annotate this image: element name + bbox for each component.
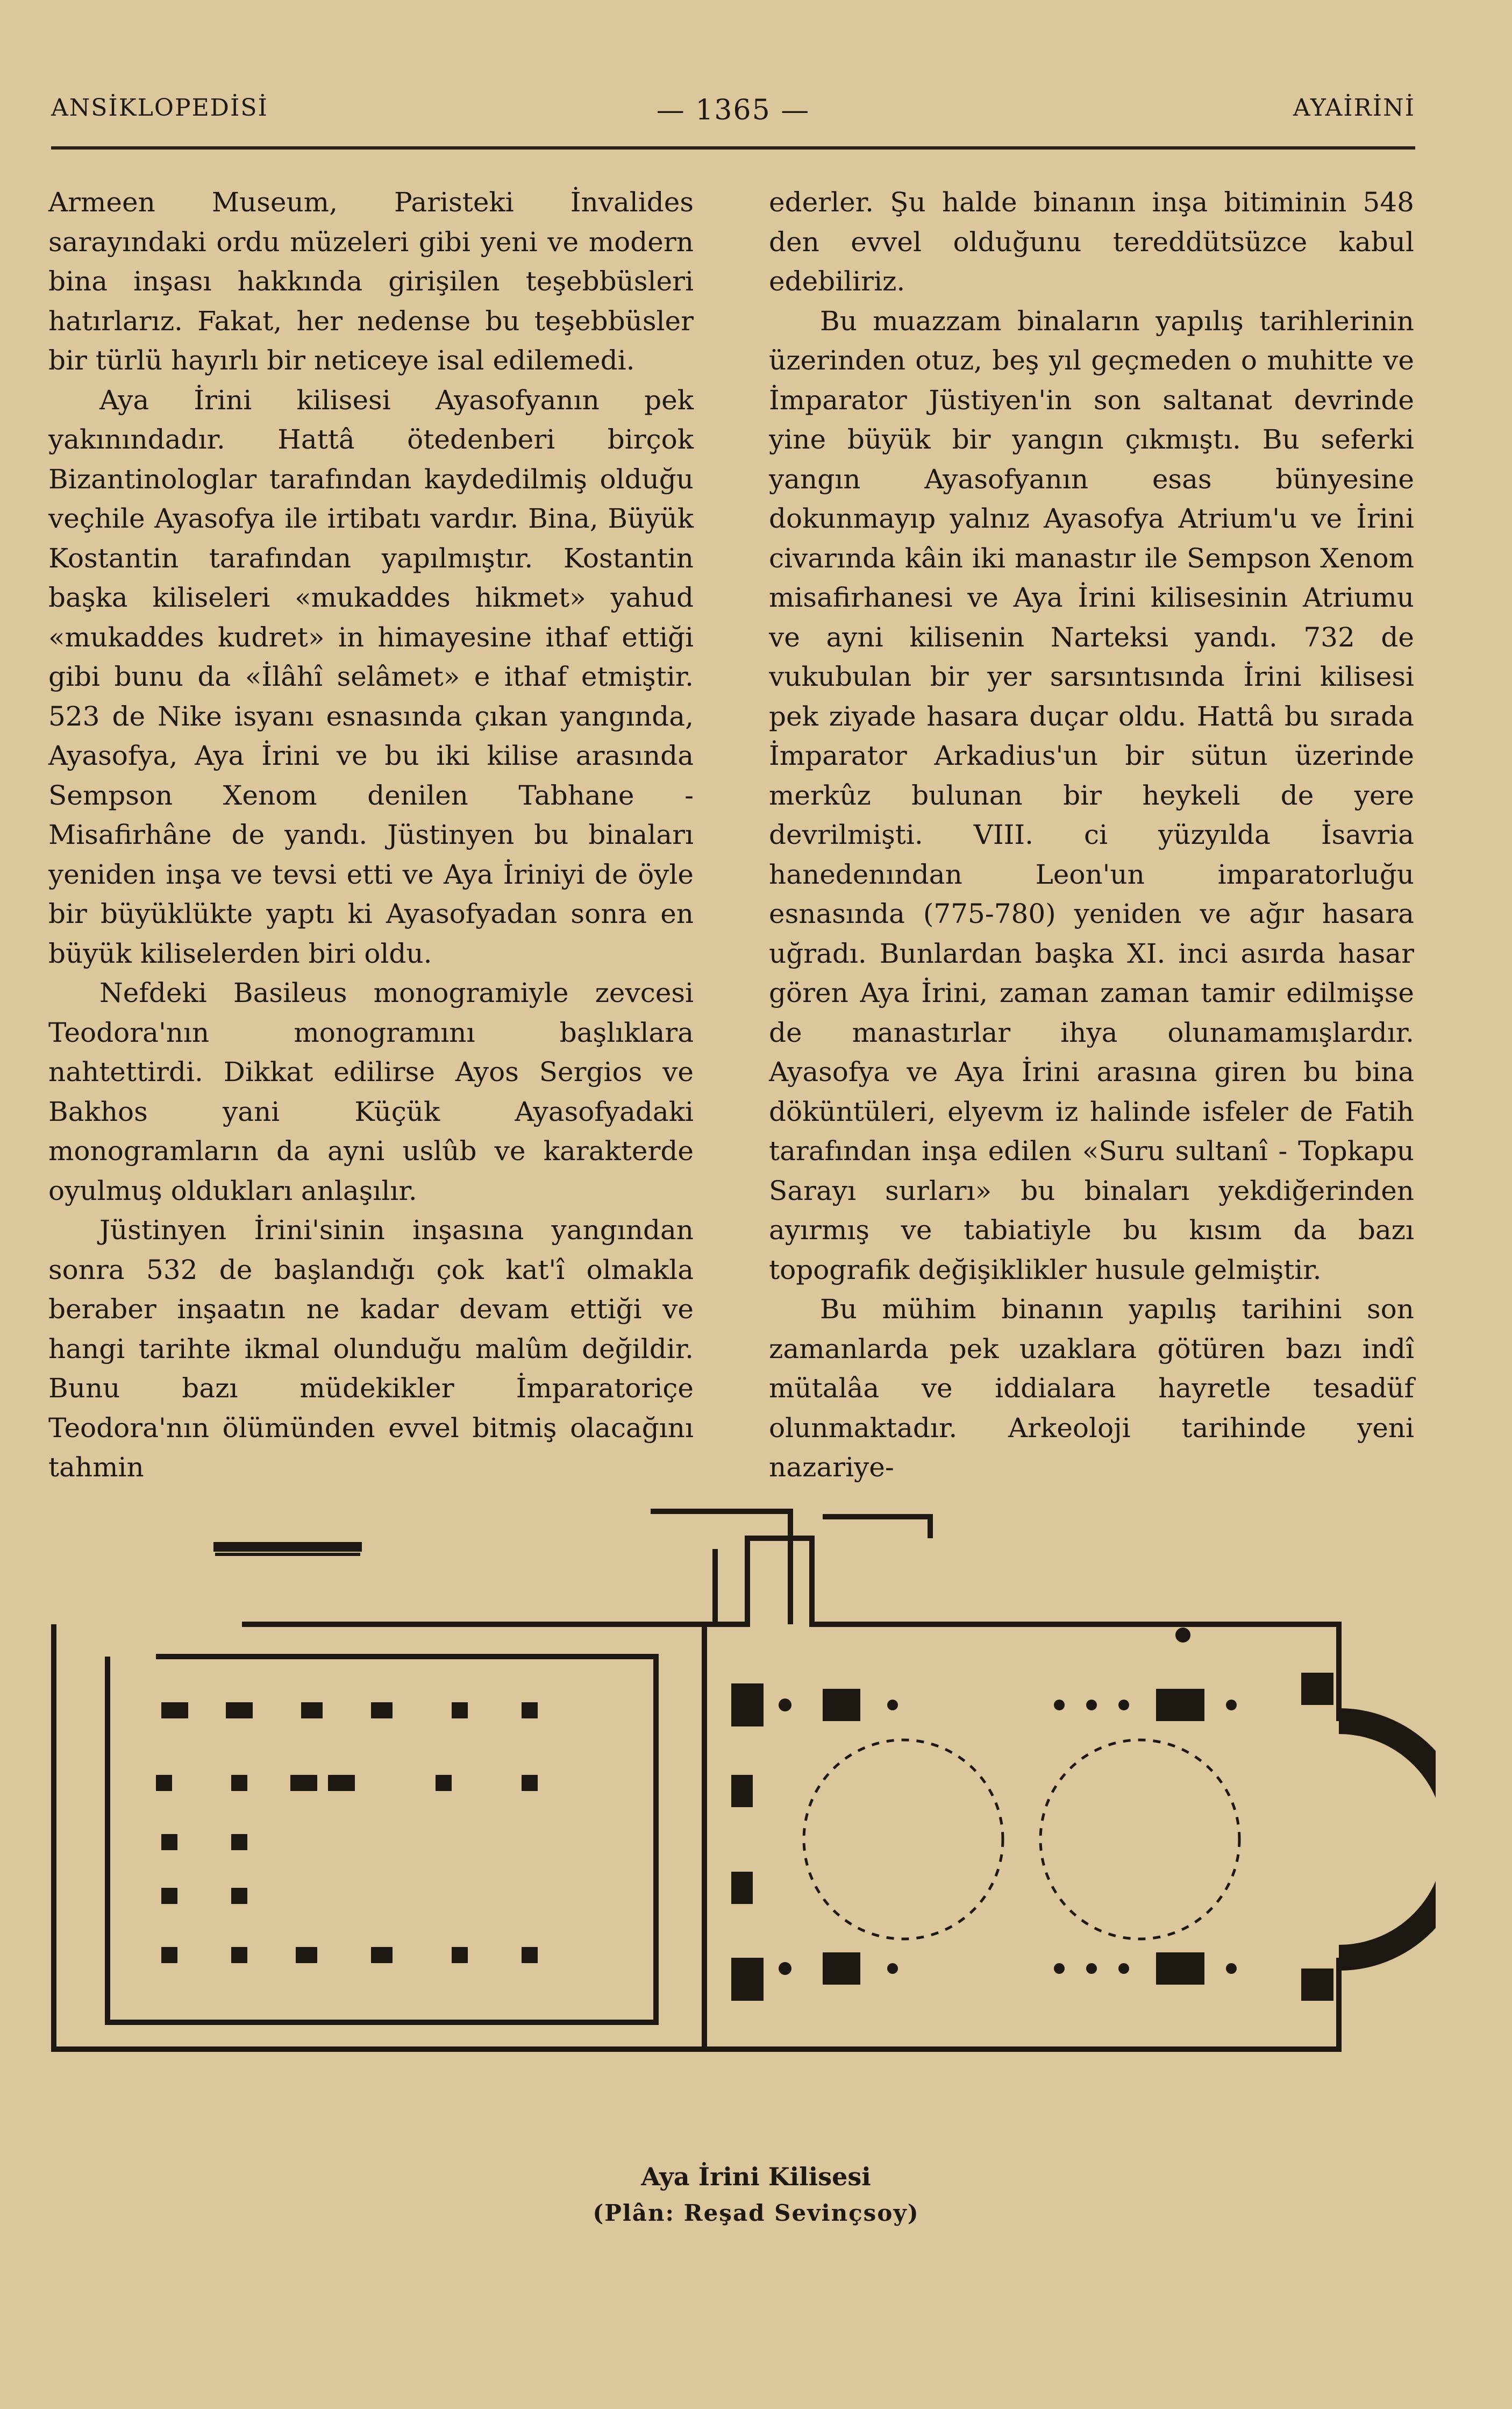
figure-caption-title: Aya İrini Kilisesi — [641, 2162, 871, 2191]
church-floor-plan — [48, 1495, 1436, 2141]
apse — [1339, 1721, 1436, 1958]
left-paragraph-1: Armeen Museum, Paristeki İnvalides sarayındaki ordu müzeleri gibi yeni ve modern bina inşası hakkında girişilen teşebbüsleri hatırlarız. Fakat, her nedense bu teşebbüsler bir türlü hayırlı bir neticeye isal edilemedi. — [48, 187, 694, 376]
right-column — [769, 183, 1414, 1488]
atrium-piers — [156, 1702, 538, 1963]
plan-domes — [804, 1740, 1239, 1939]
right-paragraph-1: ederler. Şu halde binanın inşa bitiminin 548 den evvel olduğunu tereddütsüzce kabul edebiliriz. — [769, 187, 1414, 297]
right-paragraph-3: Bu mühim binanın yapılış tarihini son zamanlarda pek uzaklara götüren bazı indî mütalâa ve iddialara hayretle tesadüf olunmaktadır. Arkeoloji tarihinde yeni nazariye- — [769, 1294, 1414, 1483]
figure-caption-credit: (Plân: Reşad Sevinçsoy) — [593, 2200, 919, 2226]
right-paragraph-2: Bu muazzam binaların yapılış tarihlerinin üzerinden otuz, beş yıl geçmeden o muhitte ve İmparator Jüstiyen'in son saltanat devrinde yine büyük bir yangın çıkmıştı. Bu seferki yangın Ayasofyanın esas bünyesine dokunmayıp yalnız Ayasofya Atrium'u ve İrini civarında kâin iki manastır ile Sempson Xenom misafirhanesi ve Aya İrini kilisesinin Atriumu ve ayni kilisenin Narteksi yandı. 732 de vukubulan bir yer sarsıntısında İrini kilisesi pek ziyade hasara duçar oldu. Hattâ bu sırada İmparator Arkadius'un bir sütun üzerinde merkûz bulunan bir heykeli de yere devrilmişti. VIII. ci yüzyılda İsavria hanedenından Leon'un imparatorluğu esnasında (775-780) yeniden ve ağır hasara uğradı. Bunlardan başka XI. inci asırda hasar gören Aya İrini, zaman zaman tamir edilmişse de manastırlar ihya olunamamışlardır. Ayasofya ve Aya İrini arasına giren bu bina döküntüleri, elyevm iz halinde isfeler de Fatih tarafından inşa edilen «Suru sultanî - Topkapu Sarayı surları» bu binaları yekdiğerinden ayırmış ve tabiatiyle bu kısım da bazı topografik değişiklikler husule gelmiştir. — [769, 305, 1414, 1285]
left-paragraph-2: Aya İrini kilisesi Ayasofyanın pek yakınındadır. Hattâ ötedenberi birçok Bizantinologlar tarafından kaydedilmiş olduğu veçhile Ayasofya ile irtibatı vardır. Bina, Büyük Kostantin tarafından yapılmıştır. Kostantin başka kiliseleri «mukaddes hikmet» yahud «mukaddes kudret» in himayesine ithaf ettiği gibi bunu da «İlâhî selâmet» e ithaf etmiştir. 523 de Nike isyanı esnasında çıkan yangında, Ayasofya, Aya İrini ve bu iki kilise arasında Sempson Xenom denilen Tabhane - Misafirhâne de yandı. Jüstinyen bu binaları yeniden inşa ve tevsi etti ve Aya İriniyi de öyle bir büyüklükte yaptı ki Ayasofyadan sonra en büyük kiliselerden biri oldu. — [48, 384, 694, 969]
left-column — [48, 183, 694, 1488]
header-rule — [51, 146, 1415, 150]
page-number: — 1365 — — [656, 94, 810, 126]
left-paragraph-3: Nefdeki Basileus monogramiyle zevcesi Teodora'nın monogramını başlıklara nahtettirdi. Dikkat edilirse Ayos Sergios ve Bakhos yani Küçük Ayasofyadaki monogramların da ayni uslûb ve karakterde oyulmuş oldukları anlaşılır. — [48, 977, 694, 1206]
header-encyclopedia-title: ANSİKLOPEDİSİ — [51, 94, 268, 122]
plan-piers — [731, 1628, 1333, 2001]
page-header — [51, 94, 1415, 143]
header-entry-title: AYAİRİNİ — [1293, 94, 1415, 122]
scale-bar — [215, 1544, 360, 1554]
left-paragraph-4: Jüstinyen İrini'sinin inşasına yangından sonra 532 de başlandığı çok kat'î olmakla beraber inşaatın ne kadar devam ettiği ve hangi tarihte ikmal olunduğu malûm değildir. Bunu bazı müdekikler İmparatoriçe Teodora'nın ölümünden evvel bitmiş olacağını tahmin — [48, 1214, 694, 1483]
